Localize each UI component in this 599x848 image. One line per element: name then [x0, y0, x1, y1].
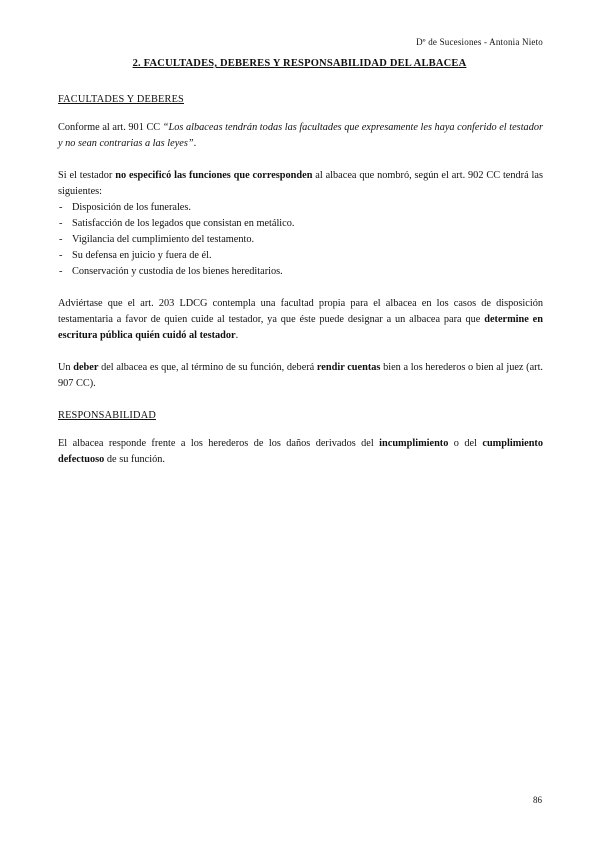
emphasis-text: rendir cuentas — [316, 362, 381, 373]
list-item: - Conservación y custodia de los bienes hereditarios. — [58, 264, 543, 280]
legal-quote: “Los albaceas tendrán todas las facultades que expresamente les haya conferido el testador y no sean contrarias a las leyes” — [58, 122, 544, 149]
emphasis-text: determine en escritura pública quién cuidó al testador — [58, 314, 543, 341]
paragraph-text: Adviértase que el art. 203 LDCG contempla una facultad propia para el albacea en los casos de disposición testamentaria a favor de quien cuide al testador, ya que éste puede designar a un albacea para que — [58, 298, 543, 325]
emphasis-text: cumplimiento defectuoso — [58, 438, 544, 465]
paragraph-deber-albacea — [58, 360, 543, 392]
paragraph-text: Si el testador — [58, 170, 116, 181]
page-number: 86 — [533, 795, 542, 805]
paragraph-text: del albacea es que, al término de su función, deberá — [98, 362, 317, 373]
paragraph-responsabilidad — [58, 436, 543, 468]
paragraph-art-203-ldcg — [58, 296, 543, 344]
paragraph-text: de su función. — [104, 454, 165, 465]
paragraph-text: o del — [448, 438, 483, 449]
emphasis-text: incumplimiento — [379, 438, 449, 449]
paragraph-text: bien a los herederos o bien al juez (art. 907 CC). — [58, 362, 544, 389]
paragraph-text: Un — [58, 362, 74, 373]
list-item: - Su defensa en juicio y fuera de él. — [58, 248, 543, 264]
section-title: 2. FACULTADES, DEBERES Y RESPONSABILIDAD DEL ALBACEA — [132, 58, 467, 69]
paragraph-art-901 — [58, 120, 543, 152]
list-item: - Disposición de los funerales. — [58, 200, 543, 216]
emphasis-text: no especificó las funciones que corresponden — [115, 170, 313, 181]
list-item: - Vigilancia del cumplimiento del testamento. — [58, 232, 543, 248]
paragraph-text: . — [193, 138, 197, 149]
list-item: - Satisfacción de los legados que consistan en metálico. — [58, 216, 543, 232]
paragraph-text: . — [235, 330, 239, 341]
paragraph-text: El albacea responde frente a los herederos de los daños derivados del — [58, 438, 380, 449]
emphasis-text: deber — [73, 362, 99, 373]
paragraph-art-902 — [58, 168, 543, 200]
subheading-responsabilidad: RESPONSABILIDAD — [58, 410, 156, 421]
paragraph-text: Conforme al art. 901 CC — [58, 122, 163, 133]
paragraph-text: al albacea que nombró, según el art. 902 CC tendrá las siguientes: — [58, 170, 543, 197]
running-header: Dº de Sucesiones - Antonia Nieto — [416, 37, 543, 47]
document-body — [58, 92, 543, 484]
subheading-facultades-deberes: FACULTADES Y DEBERES — [58, 94, 184, 105]
functions-list — [58, 200, 543, 280]
